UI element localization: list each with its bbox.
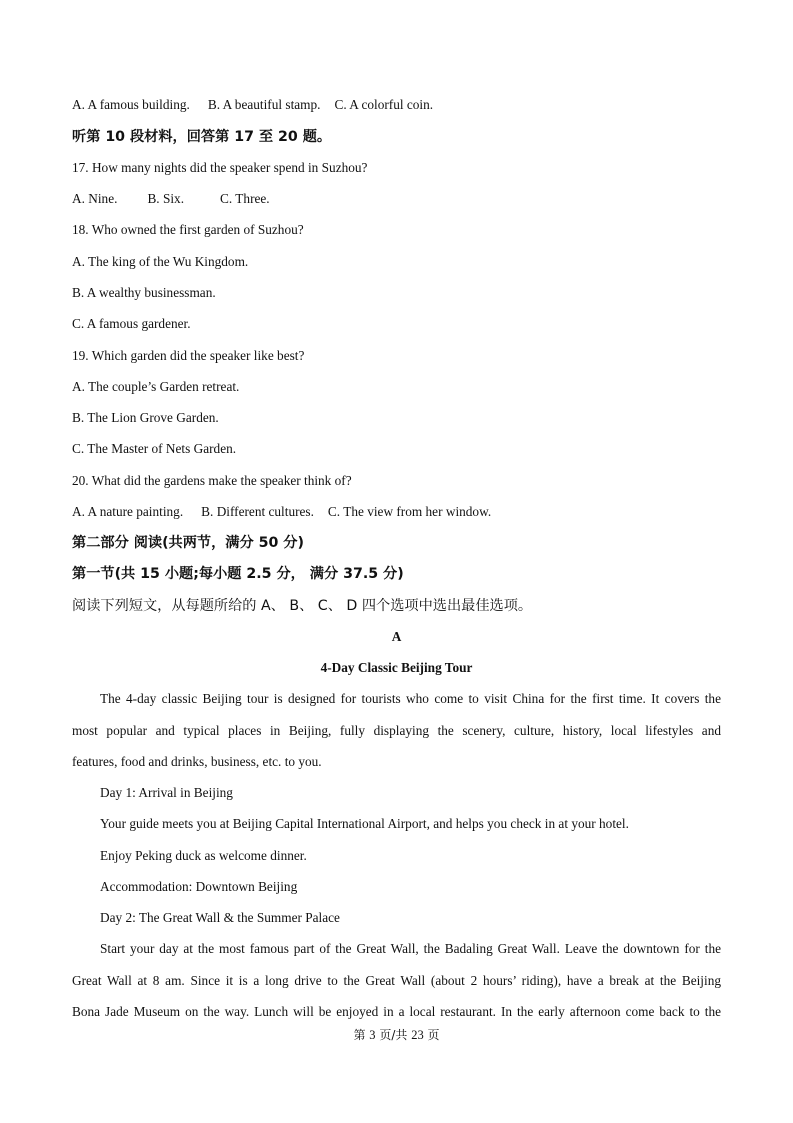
q20-option-a: A. A nature painting.	[72, 504, 184, 519]
passage-intro-line-3: features, food and drinks, business, etc. to you.	[72, 754, 322, 769]
q17-stem: 17. How many nights did the speaker spend in Suzhou?	[72, 160, 368, 175]
q19-option-a: A. The couple’s Garden retreat.	[72, 379, 240, 394]
day2-title: Day 2: The Great Wall & the Summer Palace	[100, 910, 340, 925]
q20-options	[72, 502, 491, 522]
day2-line-3: Bona Jade Museum on the way. Lunch will be enjoyed in a local restaurant. In the early afternoon come back to the	[72, 1004, 721, 1019]
reading-instruction: 阅读下列短文，从每题所给的 A、 B、 C、 D 四个选项中选出最佳选项。	[72, 598, 533, 614]
day1-line-1: Your guide meets you at Beijing Capital International Airport, and helps you check in at your hotel.	[100, 816, 629, 831]
q19-option-c: C. The Master of Nets Garden.	[72, 441, 237, 456]
footer-middle: 页/共	[375, 1028, 412, 1042]
q17-option-b: B. Six.	[147, 191, 185, 206]
day2-line-1: Start your day at the most famous part of the Great Wall, the Badaling Great Wall. Leave the downtown for the	[100, 941, 721, 956]
q17-option-a: A. Nine.	[72, 191, 118, 206]
q17-options	[72, 189, 270, 209]
q18-option-a: A. The king of the Wu Kingdom.	[72, 254, 249, 269]
passage-letter: A	[391, 629, 402, 644]
day2-line-2: Great Wall at 8 am. Since it is a long drive to the Great Wall (about 2 hours’ riding), have a break at the Beijing	[72, 973, 721, 988]
q18-stem: 18. Who owned the first garden of Suzhou?	[72, 222, 304, 237]
passage-intro-line-2: most popular and typical places in Beijing, fully displaying the scenery, culture, history, local lifestyles and	[72, 723, 721, 738]
q16-options	[72, 95, 433, 115]
section-one-heading: 第一节(共 15 小题;每小题 2.5 分， 满分 37.5 分)	[72, 566, 404, 582]
q16-option-c: C. A colorful coin.	[334, 97, 434, 112]
passage-intro-line-1: The 4-day classic Beijing tour is designed for tourists who come to visit China for the first time. It covers the	[100, 691, 721, 706]
q20-option-c: C. The view from her window.	[327, 504, 492, 519]
day1-title: Day 1: Arrival in Beijing	[100, 785, 233, 800]
page-footer	[0, 1026, 793, 1044]
q19-option-b: B. The Lion Grove Garden.	[72, 410, 219, 425]
footer-suffix: 页	[423, 1028, 440, 1042]
q18-option-c: C. A famous gardener.	[72, 316, 191, 331]
listening-instruction: 听第 10 段材料，回答第 17 至 20 题。	[72, 129, 332, 145]
q16-option-b: B. A beautiful stamp.	[207, 97, 321, 112]
q18-option-b: B. A wealthy businessman.	[72, 285, 216, 300]
q17-option-c: C. Three.	[220, 191, 270, 206]
q20-stem: 20. What did the gardens make the speaker think of?	[72, 473, 352, 488]
part-two-heading: 第二部分 阅读(共两节，满分 50 分)	[72, 535, 304, 551]
footer-total-pages: 23	[411, 1028, 424, 1042]
day1-accommodation: Accommodation: Downtown Beijing	[100, 879, 298, 894]
footer-current-page: 3	[369, 1028, 376, 1042]
passage-title: 4-Day Classic Beijing Tour	[320, 660, 473, 675]
footer-prefix: 第	[353, 1028, 370, 1042]
q19-stem: 19. Which garden did the speaker like best?	[72, 348, 305, 363]
q16-option-a: A. A famous building.	[72, 97, 190, 112]
q20-option-b: B. Different cultures.	[201, 504, 314, 519]
day1-line-2: Enjoy Peking duck as welcome dinner.	[100, 848, 307, 863]
